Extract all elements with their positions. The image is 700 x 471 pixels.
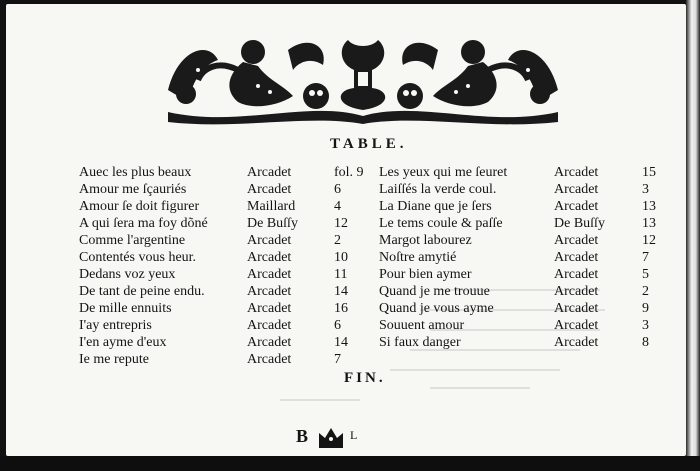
left-column (79, 165, 369, 369)
library-stamp (296, 424, 366, 450)
song-title: Laiſſés la verde coul. (379, 182, 497, 197)
song-title: Margot labourez (379, 233, 472, 248)
composer-name: De Buſſy (247, 216, 298, 231)
table-row (79, 284, 369, 301)
song-title: La Diane que je ſers (379, 199, 492, 214)
composer-name: Arcadet (554, 267, 599, 282)
song-title: Comme l'argentine (79, 233, 186, 248)
table-row (379, 233, 664, 250)
folio-number: 9 (642, 301, 649, 316)
page-edge (686, 0, 700, 471)
table-row (379, 165, 664, 182)
song-title: Quand je me trouue (379, 284, 490, 299)
table-row (379, 182, 664, 199)
table-row (79, 216, 369, 233)
folio-number: 6 (334, 318, 341, 333)
song-title: Auec les plus beaux (79, 165, 192, 180)
composer-name: Arcadet (554, 165, 599, 180)
library-stamp-l: L (350, 428, 358, 442)
folio-number: 13 (642, 199, 656, 214)
composer-name: Arcadet (247, 352, 292, 367)
table-row (79, 335, 369, 352)
folio-number: 13 (642, 216, 656, 231)
composer-name: Arcadet (554, 250, 599, 265)
table-row (79, 165, 369, 182)
folio-number: 12 (642, 233, 656, 248)
library-stamp-b: B (296, 426, 309, 446)
table-row (79, 233, 369, 250)
fin-label: FIN. (344, 370, 386, 386)
song-title: Dedans voz yeux (79, 267, 176, 282)
crown-icon (316, 424, 346, 450)
composer-name: Arcadet (554, 233, 599, 248)
table-row (379, 318, 664, 335)
song-title: Ie me repute (79, 352, 149, 367)
table-row (79, 352, 369, 369)
table-row (379, 335, 664, 352)
composer-name: Arcadet (247, 182, 292, 197)
right-column (379, 165, 664, 352)
song-title: A qui ſera ma foy dõné (79, 216, 208, 231)
composer-name: Arcadet (247, 335, 292, 350)
folio-number: 3 (642, 182, 649, 197)
composer-name: Arcadet (554, 199, 599, 214)
table-heading: TABLE. (330, 136, 408, 152)
table-row (379, 267, 664, 284)
table-row (79, 182, 369, 199)
song-title: Amour ſe doit figurer (79, 199, 200, 214)
table-row (379, 199, 664, 216)
song-title: Les yeux qui me ſeuret (379, 165, 508, 180)
table-row (79, 267, 369, 284)
table-row (379, 301, 664, 318)
table-row (79, 199, 369, 216)
folio-number: 4 (334, 199, 341, 214)
folio-number: 6 (334, 182, 341, 197)
song-title: Souuent amour (379, 318, 465, 333)
song-title: Amour me ſçauriés (79, 182, 187, 197)
composer-name: Arcadet (554, 335, 599, 350)
composer-name: Arcadet (554, 301, 599, 316)
song-title: I'ay entrepris (79, 318, 152, 333)
composer-name: Arcadet (247, 233, 292, 248)
composer-name: Arcadet (247, 250, 292, 265)
composer-name: Arcadet (247, 165, 292, 180)
folio-number: 10 (334, 250, 348, 265)
composer-name: Maillard (247, 199, 296, 214)
composer-name: Arcadet (247, 267, 292, 282)
folio-number: 2 (334, 233, 341, 248)
folio-number: 12 (334, 216, 348, 231)
song-title: Noſtre amytié (379, 250, 457, 265)
folio-number: 5 (642, 267, 649, 282)
composer-name: Arcadet (554, 318, 599, 333)
ornamental-header-woodcut (158, 30, 568, 130)
table-row (379, 216, 664, 233)
scan-border (0, 456, 700, 471)
folio-number: 15 (642, 165, 656, 180)
composer-name: Arcadet (247, 284, 292, 299)
table-row (79, 301, 369, 318)
song-title: Le tems coule & paſſe (379, 216, 503, 231)
folio-number: fol. 9 (334, 165, 364, 180)
folio-number: 14 (334, 335, 348, 350)
folio-number: 11 (334, 267, 348, 282)
song-title: De tant de peine endu. (79, 284, 205, 299)
table-row (79, 250, 369, 267)
song-title: I'en ayme d'eux (79, 335, 167, 350)
table-row (379, 284, 664, 301)
folio-number: 7 (642, 250, 649, 265)
song-title: Si faux danger (379, 335, 461, 350)
table-row (379, 250, 664, 267)
song-title: Contentés vous heur. (79, 250, 197, 265)
composer-name: Arcadet (554, 284, 599, 299)
song-title: De mille ennuits (79, 301, 172, 316)
composer-name: De Buſſy (554, 216, 605, 231)
composer-name: Arcadet (247, 301, 292, 316)
folio-number: 2 (642, 284, 649, 299)
table-row (79, 318, 369, 335)
folio-number: 14 (334, 284, 348, 299)
folio-number: 3 (642, 318, 649, 333)
folio-number: 7 (334, 352, 341, 367)
composer-name: Arcadet (554, 182, 599, 197)
song-title: Pour bien aymer (379, 267, 472, 282)
composer-name: Arcadet (247, 318, 292, 333)
song-title: Quand je vous ayme (379, 301, 494, 316)
folio-number: 8 (642, 335, 649, 350)
folio-number: 16 (334, 301, 348, 316)
